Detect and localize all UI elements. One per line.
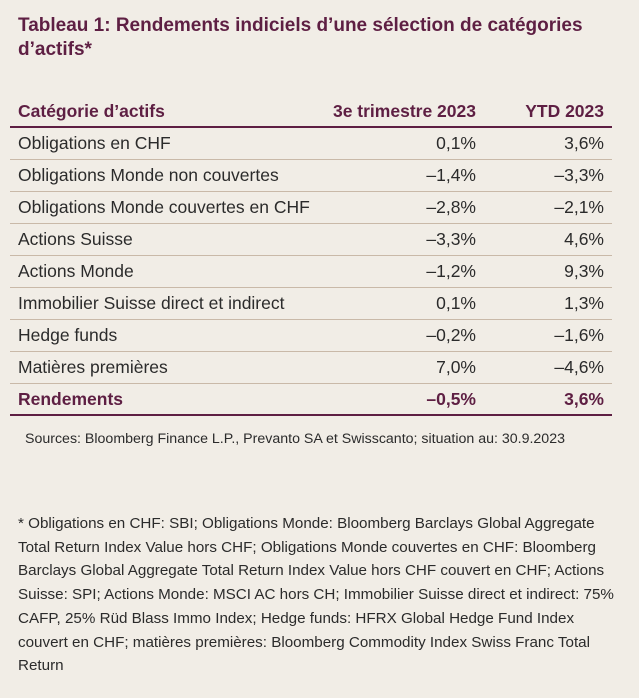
row-category: Actions Suisse — [18, 229, 133, 249]
row-q3-value: 0,1% — [436, 293, 476, 313]
total-q3-value: –0,5% — [426, 388, 476, 409]
row-category: Actions Monde — [18, 261, 134, 281]
table-row — [10, 224, 612, 256]
table-row — [10, 256, 612, 288]
row-ytd-value: –3,3% — [554, 165, 604, 185]
header-asset-category: Catégorie d’actifs — [18, 100, 165, 121]
table-row — [10, 128, 612, 160]
row-category: Matières premières — [18, 357, 168, 377]
row-ytd-value: –2,1% — [554, 197, 604, 217]
returns-table — [10, 96, 612, 416]
table-row — [10, 288, 612, 320]
row-category: Immobilier Suisse direct et indirect — [18, 293, 285, 313]
row-ytd-value: 9,3% — [564, 261, 604, 281]
table-header-row — [10, 96, 612, 128]
row-ytd-value: 1,3% — [564, 293, 604, 313]
header-ytd-2023: YTD 2023 — [525, 100, 604, 121]
row-ytd-value: 4,6% — [564, 229, 604, 249]
total-label: Rendements — [18, 388, 124, 409]
row-ytd-value: –1,6% — [554, 325, 604, 345]
table-row — [10, 192, 612, 224]
row-q3-value: –2,8% — [426, 197, 476, 217]
row-ytd-value: –4,6% — [554, 357, 604, 377]
row-q3-value: –1,2% — [426, 261, 476, 281]
row-q3-value: –3,3% — [426, 229, 476, 249]
footnote: * Obligations en CHF: SBI; Obligations Monde: Bloomberg Barclays Global Aggregate Total Return Index Value hors CHF; Obligations Monde couvertes en CHF: Bloomberg Barclays Global Aggregate Total Return Index Value hors CHF couvert en CHF; Actions Suisse: SPI; Actions Monde: MSCI AC hors CH; Immobilier Suisse direct et indirect: 75% CAFP, 25% Rüd Blass Immo Index; Hedge funds: HFRX Global Hedge Fund Index couvert en CHF; matières premières: Bloomberg Commodity Index Swiss Franc Total Return — [18, 515, 614, 675]
row-q3-value: –1,4% — [426, 165, 476, 185]
table-total-row — [10, 384, 612, 416]
table-row — [10, 160, 612, 192]
table-row — [10, 352, 612, 384]
table-title: Tableau 1: Rendements indiciels d’une sélection de catégories d’actifs* — [18, 15, 583, 60]
header-q3-2023: 3e trimestre 2023 — [332, 100, 476, 121]
table-row — [10, 320, 612, 352]
row-q3-value: –0,2% — [426, 325, 476, 345]
row-q3-value: 7,0% — [436, 357, 476, 377]
total-ytd-value: 3,6% — [564, 388, 604, 409]
row-category: Hedge funds — [18, 325, 118, 345]
row-category: Obligations Monde couvertes en CHF — [18, 197, 310, 217]
sources-note: Sources: Bloomberg Finance L.P., Prevanto SA et Swisscanto; situation au: 30.9.2023 — [25, 431, 565, 447]
row-q3-value: 0,1% — [436, 133, 476, 153]
row-ytd-value: 3,6% — [564, 133, 604, 153]
row-category: Obligations en CHF — [18, 133, 171, 153]
row-category: Obligations Monde non couvertes — [18, 165, 279, 185]
